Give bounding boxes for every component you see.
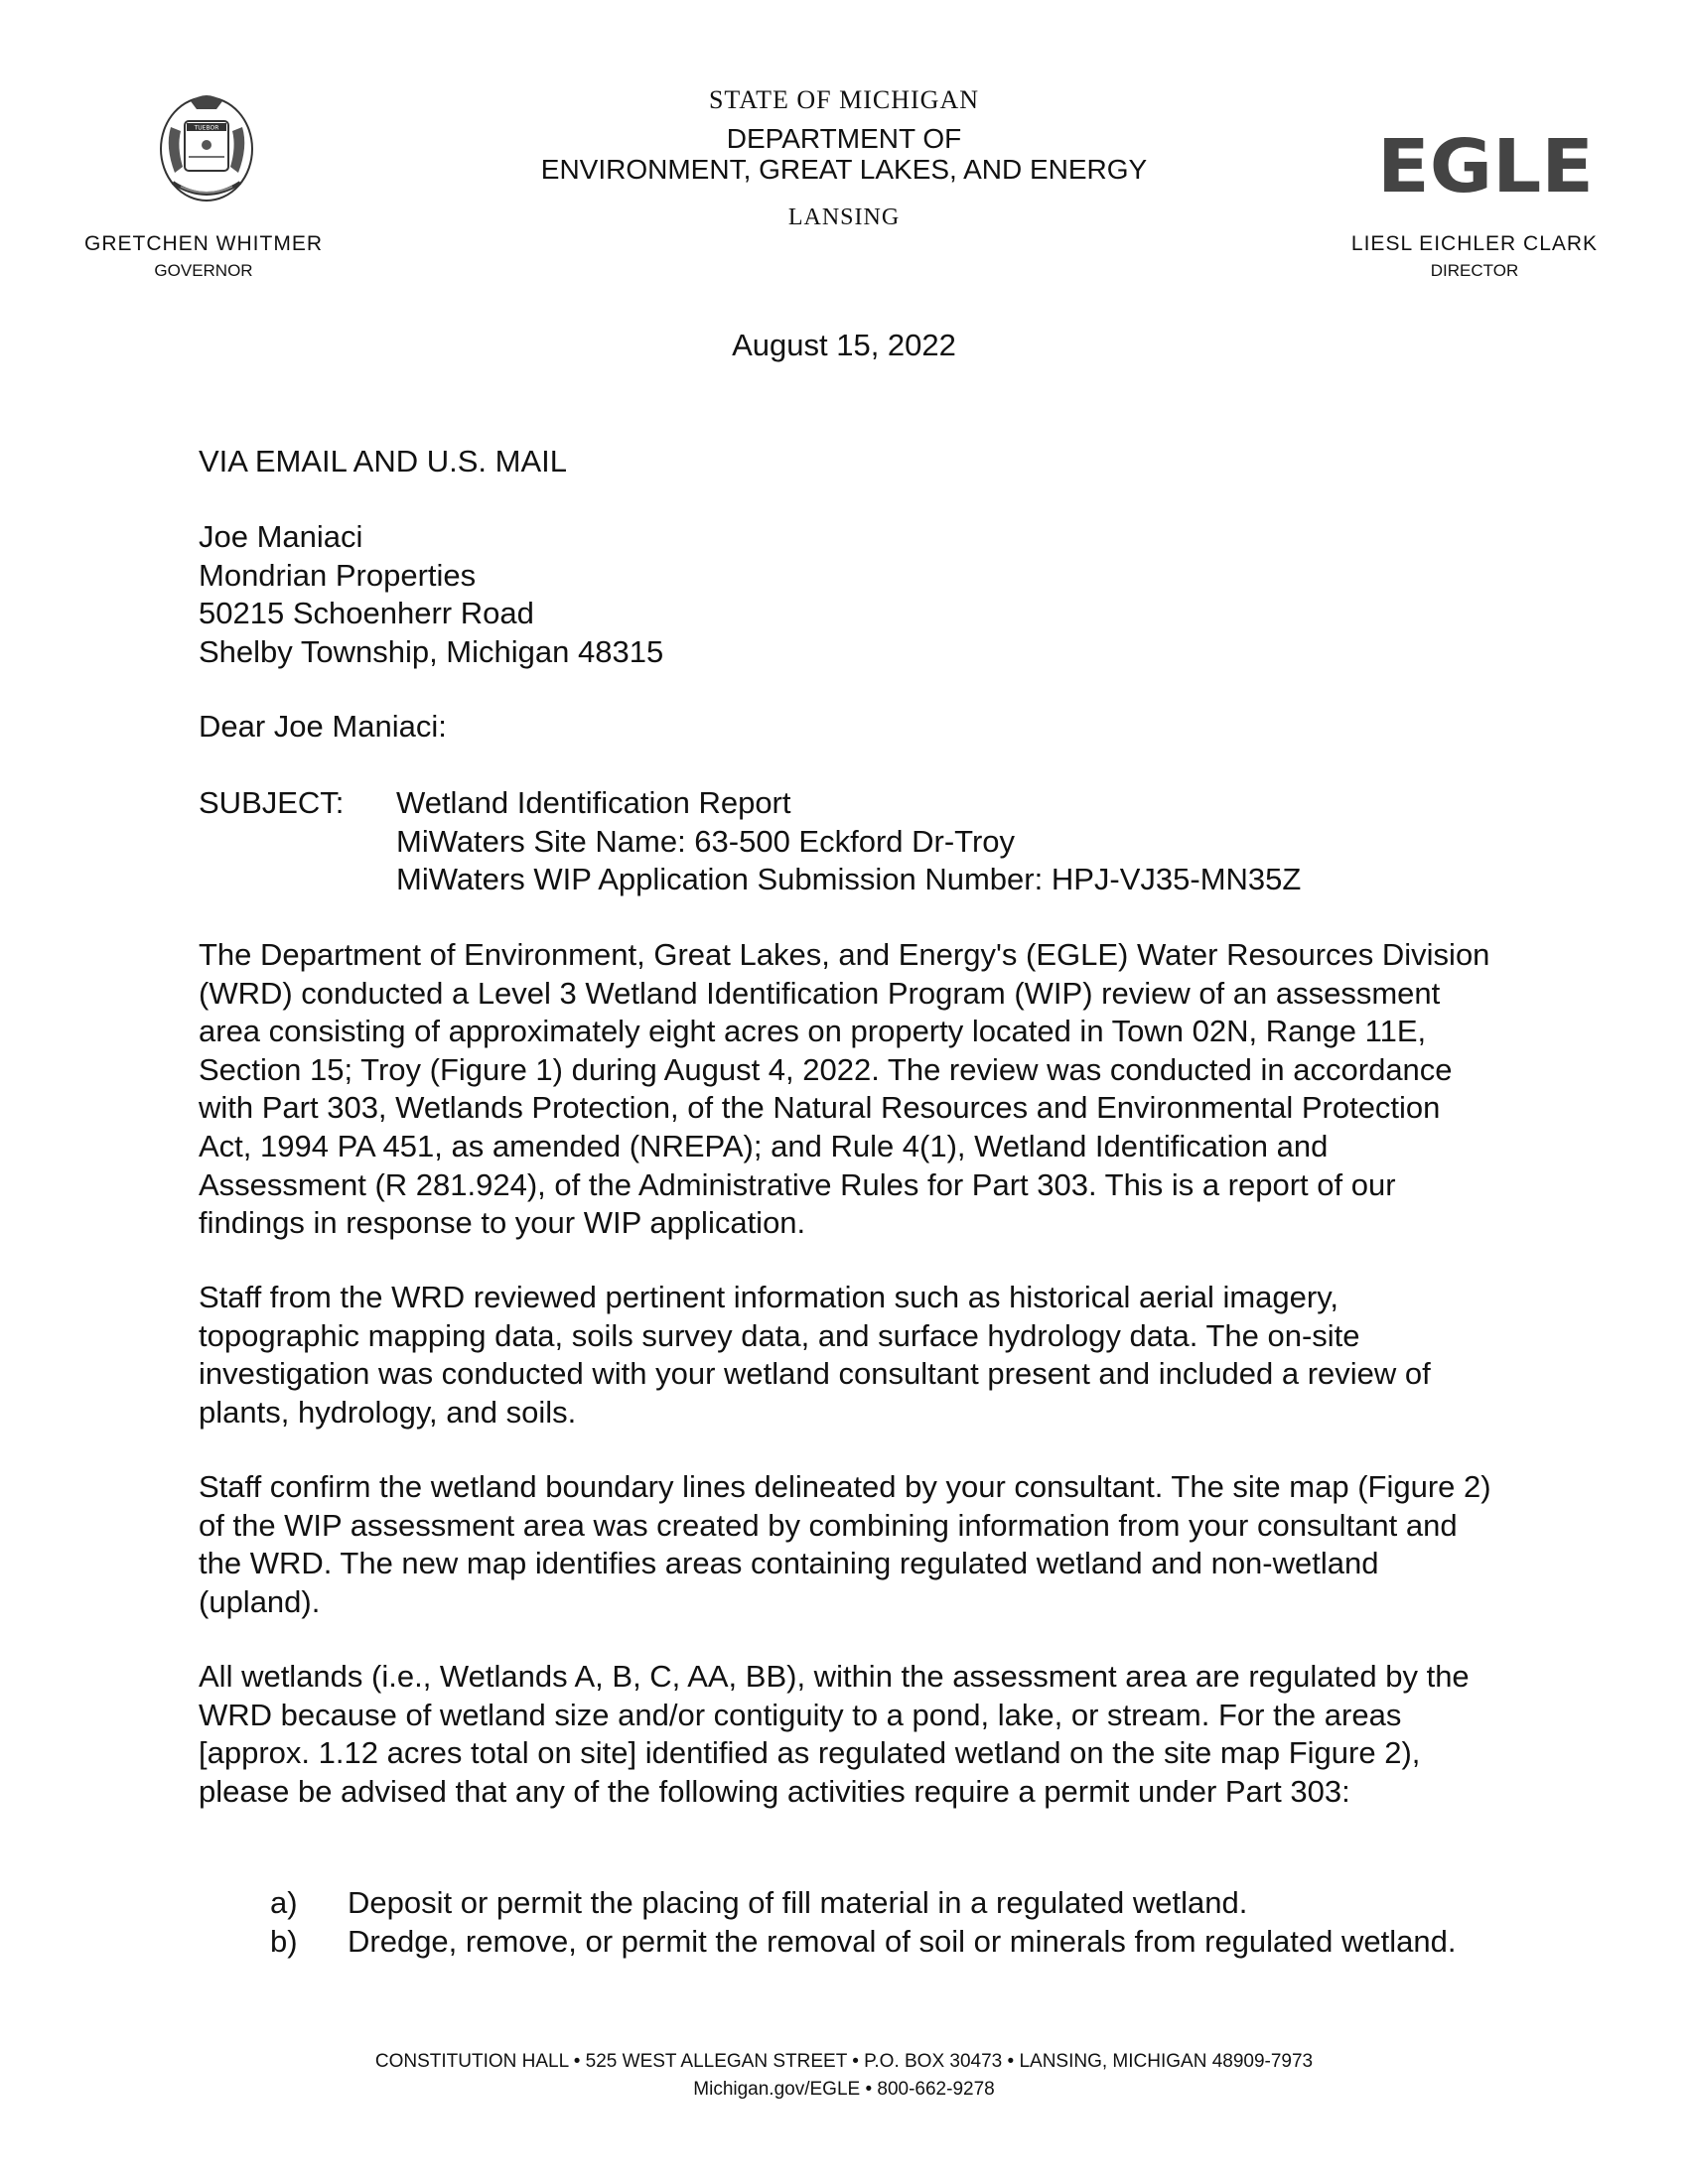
list-item [270,1884,1499,1923]
subject-label: SUBJECT: [199,785,345,820]
activity-list [270,1884,1499,1961]
paragraph: All wetlands (i.e., Wetlands A, B, C, AA, BB), within the assessment area are regulated by the WRD because of wetland size and/or contiguity to a pond, lake, or stream. For the areas [approx. 1.12 acres total on site] identified as regulated wetland on the site map Figure 2), please be advised that any of the following activities require a permit under Part 303: [199,1659,1470,1809]
seal-motto: TUEBOR [194,124,219,132]
egle-logo [1375,134,1596,199]
recipient-name: Joe Maniaci [199,519,363,554]
delivery-method: VIA EMAIL AND U.S. MAIL [199,444,567,478]
footer-contact: Michigan.gov/EGLE • 800-662-9278 [693,2079,995,2100]
governor-name: GRETCHEN WHITMER [84,232,323,255]
paragraph: The Department of Environment, Great Lakes, and Energy's (EGLE) Water Resources Division (WRD) conducted a Level 3 Wetland Identification Program (WIP) review of an assessment area consisting of approximately eight acres on property located in Town 02N, Range 11E, Section 15; Troy (Figure 1) during August 4, 2022. The review was conducted in accordance with Part 303, Wetlands Protection, of the Natural Resources and Environmental Protection Act, 1994 PA 451, as amended (NREPA); and Rule 4(1), Wetland Identification and Assessment (R 281.924), of the Administrative Rules for Part 303. This is a report of our findings in response to your WIP application. [199,937,1490,1241]
list-item-text: Dredge, remove, or permit the removal of soil or minerals from regulated wetland. [348,1923,1457,1959]
recipient-city: Shelby Township, Michigan 48315 [199,633,664,669]
egle-logo-text: EGLE [1377,134,1594,199]
footer-address: CONSTITUTION HALL • 525 WEST ALLEGAN STREET • P.O. BOX 30473 • LANSING, MICHIGAN 48909-7973 [374,2051,1314,2072]
list-marker: a) [270,1885,298,1920]
recipient-street: 50215 Schoenherr Road [199,596,534,631]
director-title: DIRECTOR [1430,261,1519,280]
subject-line-3: MiWaters WIP Application Submission Number: HPJ-VJ35-MN35Z [396,862,1302,897]
list-marker: b) [270,1923,298,1959]
recipient-address [199,518,1499,671]
governor-title: GOVERNOR [154,261,253,280]
director-name: LIESL EICHLER CLARK [1350,232,1599,255]
subject-line-2: MiWaters Site Name: 63-500 Eckford Dr-Troy [396,823,1016,859]
salutation: Dear Joe Maniaci: [199,709,447,744]
paragraph: Staff from the WRD reviewed pertinent information such as historical aerial imagery, topographic mapping data, soils survey data, and surface hydrology data. The on-site investigation was conducted with your wetland consultant present and included a review of plants, hydrology, and soils. [199,1280,1431,1430]
paragraph: Staff confirm the wetland boundary lines delineated by your consultant. The site map (Figure 2) of the WIP assessment area was created by combining information from your consultant and the WRD. The new map identifies areas containing regulated wetland and non-wetland (upland). [199,1469,1491,1619]
recipient-company: Mondrian Properties [199,557,477,593]
subject-block [396,784,1301,899]
letter-date: August 15, 2022 [732,328,956,362]
list-item [270,1923,1499,1962]
department-line-1: DEPARTMENT OF [726,123,962,154]
subject-line-1: Wetland Identification Report [396,785,791,820]
state-line: STATE OF MICHIGAN [708,85,980,114]
list-item-text: Deposit or permit the placing of fill material in a regulated wetland. [348,1885,1248,1920]
city-line: LANSING [787,205,901,230]
department-line-2: ENVIRONMENT, GREAT LAKES, AND ENERGY [540,154,1148,185]
